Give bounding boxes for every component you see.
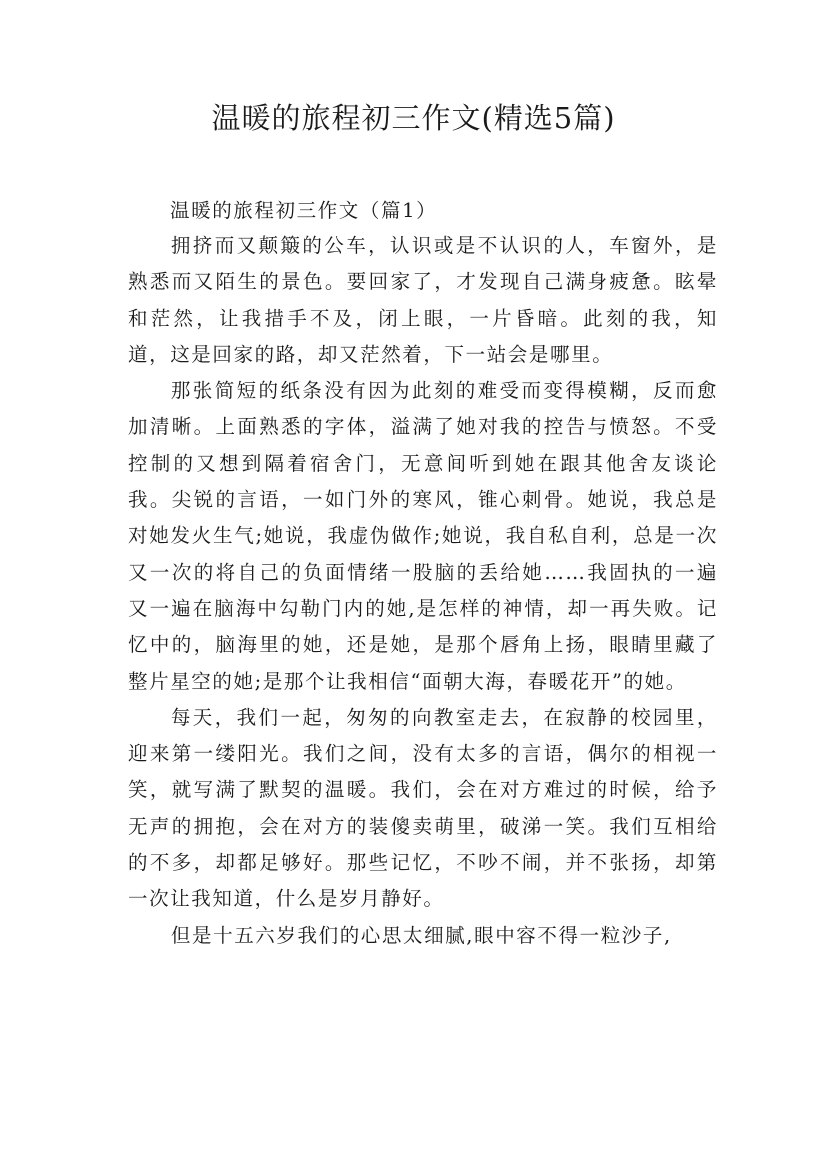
paragraph-3: 每天，我们一起，匆匆的向教室走去，在寂静的校园里，迎来第一缕阳光。我们之间，没有太多的言语，偶尔的相视一笑，就写满了默契的温暖。我们，会在对方难过的时候，给予无声的拥抱，会在对方的装傻卖萌里，破涕一笑。我们互相给的不多，却都足够好。那些记忆，不吵不闹，并不张扬，却第一次让我知道，什么是岁月静好。 [128,705,718,911]
section-heading: 温暖的旅程初三作文（篇1） [170,199,438,222]
document-title: 温暖的旅程初三作文(精选5篇) [211,101,616,135]
paragraph-2: 那张简短的纸条没有因为此刻的难受而变得模糊，反而愈加清晰。上面熟悉的字体，溢满了她对我的控告与愤怒。不受控制的又想到隔着宿舍门，无意间听到她在跟其他舍友谈论我。尖锐的言语，一如门外的寒风，锥心刺骨。她说，我总是对她发火生气;她说，我虚伪做作;她说，我自私自利，总是一次又一次的将自己的负面情绪一股脑的丢给她……我固执的一遍又一遍在脑海中勾勒门内的她,是怎样的神情，却一再失败。记忆中的，脑海里的她，还是她，是那个唇角上扬，眼睛里藏了整片星空的她;是那个让我相信“面朝大海，春暖花开”的她。 [128,379,718,693]
paragraph-1: 拥挤而又颠簸的公车，认识或是不认识的人，车窗外，是熟悉而又陌生的景色。要回家了，才发现自己满身疲惫。眩晕和茫然，让我措手不及，闭上眼，一片昏暗。此刻的我，知道，这是回家的路，却又茫然着，下一站会是哪里。 [128,234,718,366]
paragraph-4: 但是十五六岁我们的心思太细腻,眼中容不得一粒沙子, [170,923,672,947]
document-body [128,194,718,954]
